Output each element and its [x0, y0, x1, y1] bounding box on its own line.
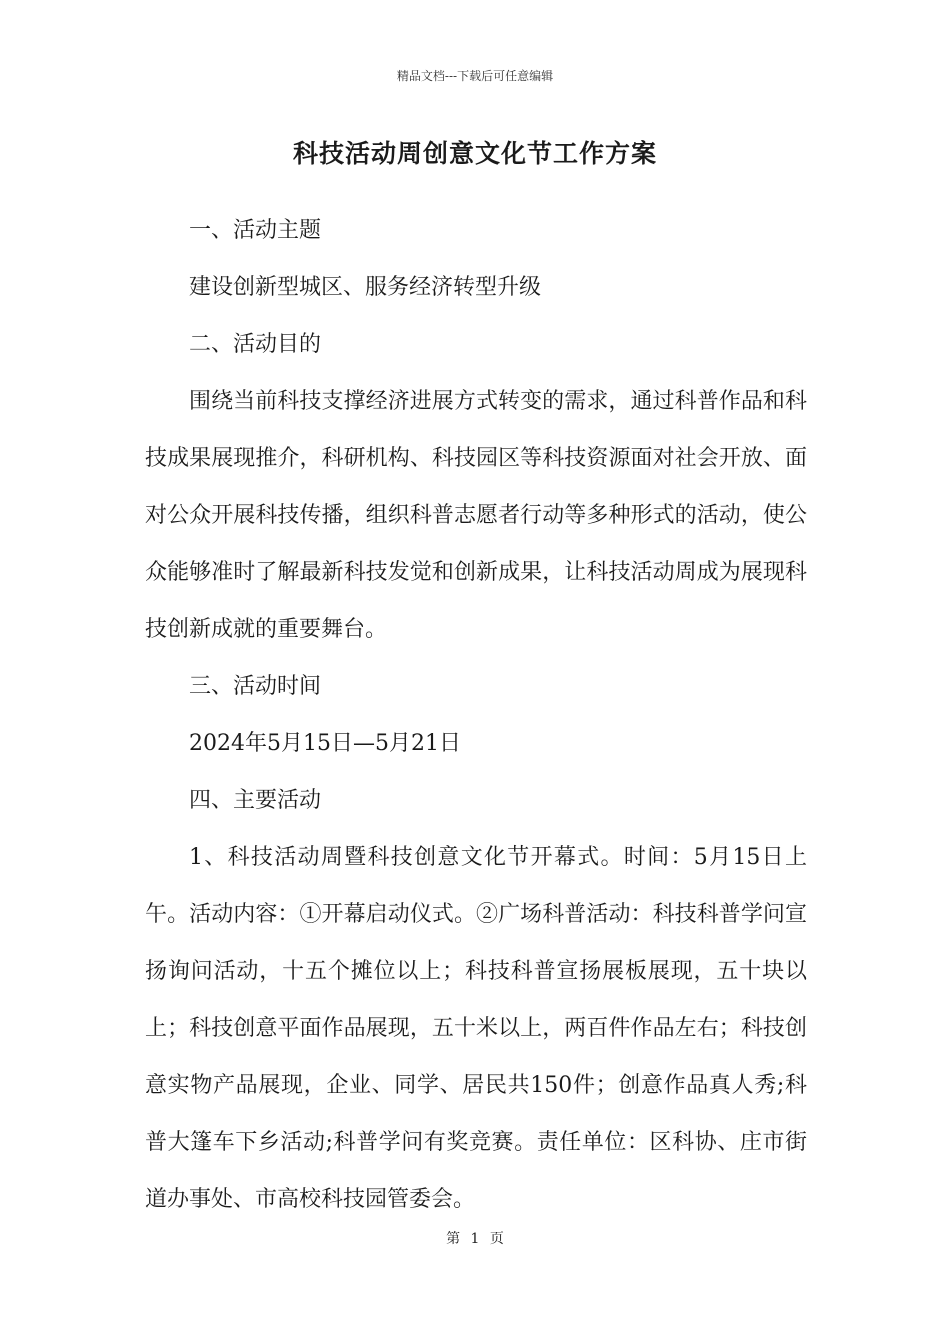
document-title: 科技活动周创意文化节工作方案	[292, 139, 657, 168]
footer-prefix: 第	[446, 1231, 461, 1247]
section-heading-purpose: 二、活动目的	[189, 332, 322, 357]
page-number: 1	[470, 1231, 480, 1247]
page-number-footer	[0, 1228, 950, 1248]
paragraph-activity-1: 1、科技活动周暨科技创意文化节开幕式。时间：5月15日上午。活动内容：①开幕启动仪式。②广场科普活动：科技科普学问宣扬询问活动，十五个摊位以上；科技科普宣扬展板展现，五十块以上；科技创意平面作品展现，五十米以上，两百件作品左右；科技创意实物产品展现，企业、同学、居民共150件；创意作品真人秀;科普大篷车下乡活动;科普学问有奖竞赛。责任单位：区科协、庄市街道办事处、市高校科技园管委会。	[145, 845, 807, 1212]
paragraph-purpose: 围绕当前科技支撑经济进展方式转变的需求，通过科普作品和科技成果展现推介，科研机构、科技园区等科技资源面对社会开放、面对公众开展科技传播，组织科普志愿者行动等多种形式的活动，使公众能够准时了解最新科技发觉和创新成果，让科技活动周成为展现科技创新成就的重要舞台。	[145, 389, 807, 642]
document-body	[145, 202, 807, 1228]
section-heading-theme: 一、活动主题	[189, 218, 322, 243]
section-heading-time: 三、活动时间	[189, 674, 322, 699]
footer-suffix: 页	[489, 1231, 504, 1247]
paragraph-time: 2024年5月15日—5月21日	[189, 731, 461, 756]
header-note: 精品文档---下载后可任意编辑	[396, 69, 554, 83]
section-heading-activities: 四、主要活动	[189, 788, 322, 813]
paragraph-theme: 建设创新型城区、服务经济转型升级	[189, 275, 542, 300]
